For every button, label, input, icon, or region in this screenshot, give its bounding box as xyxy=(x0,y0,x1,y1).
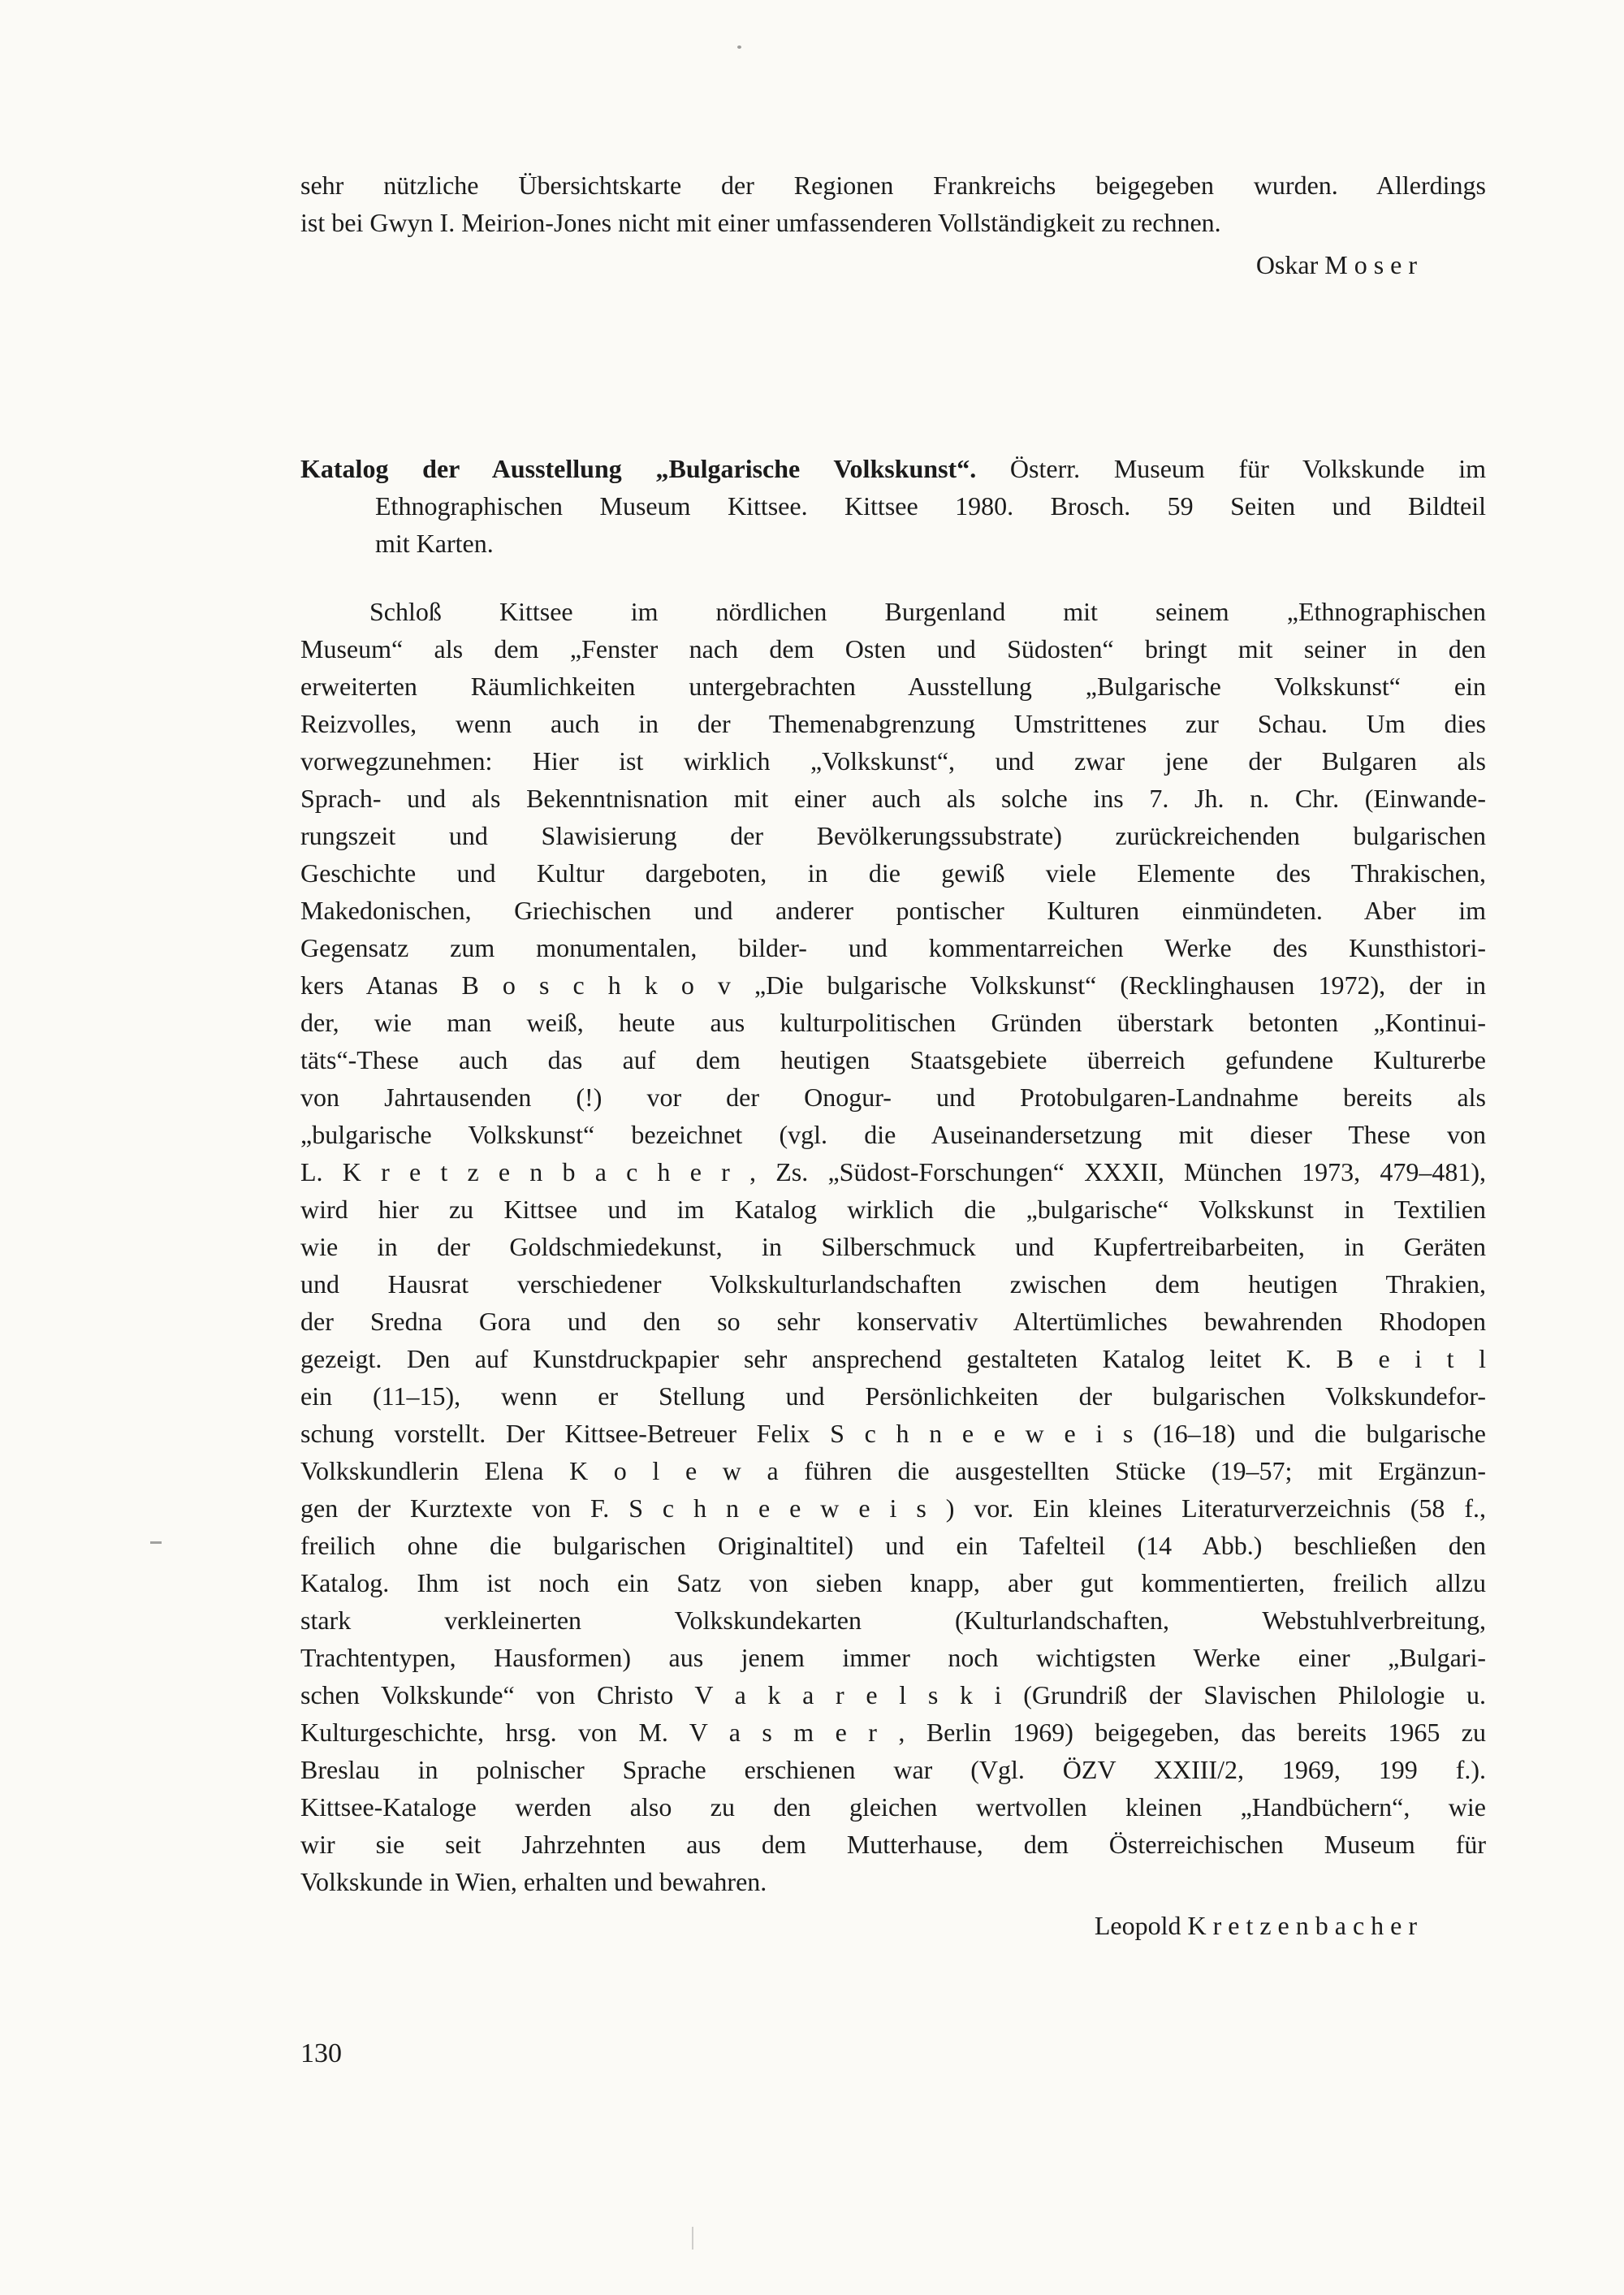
text-line: freilich ohne die bulgarischen Originaltitel) und ein Tafelteil (14 Abb.) beschließen den xyxy=(300,1531,1486,1560)
text-line: Trachtentypen, Hausformen) aus jenem immer noch wichtigsten Werke einer „Bulgari- xyxy=(300,1643,1486,1672)
text-line: sehr nützliche Übersichtskarte der Regionen Frankreichs beigegeben wurden. Allerdings xyxy=(300,171,1486,200)
text-line: ein (11–15), wenn er Stellung und Persönlichkeiten der bulgarischen Volkskundefor- xyxy=(300,1381,1486,1411)
text-line: stark verkleinerten Volkskundekarten (Kulturlandschaften, Webstuhlverbreitung, xyxy=(300,1606,1486,1635)
catalog-review-heading xyxy=(300,450,1486,562)
catalog-title-bold: Katalog der Ausstellung „Bulgarische Volkskunst“. xyxy=(300,454,977,483)
text-line: vorwegzunehmen: Hier ist wirklich „Volkskunst“, und zwar jene der Bulgaren als xyxy=(300,746,1486,776)
review-body-paragraph xyxy=(300,593,1486,1900)
text-line: der Sredna Gora und den so sehr konservativ Altertümliches bewahrenden Rhodopen xyxy=(300,1307,1486,1336)
text-line: kers Atanas B o s c h k o v „Die bulgarische Volkskunst“ (Recklinghausen 1972), der in xyxy=(300,970,1486,1000)
text-line: und Hausrat verschiedener Volkskulturlandschaften zwischen dem heutigen Thrakien, xyxy=(300,1269,1486,1299)
text-line: Geschichte und Kultur dargeboten, in die gewiß viele Elemente des Thrakischen, xyxy=(300,858,1486,888)
text-line: mit Karten. xyxy=(375,529,494,558)
text-line: Breslau in polnischer Sprache erschienen war (Vgl. ÖZV XXIII/2, 1969, 199 f.). xyxy=(300,1755,1486,1784)
text-line: von Jahrtausenden (!) vor der Onogur- und Protobulgaren-Landnahme bereits als xyxy=(300,1083,1486,1112)
text-line: rungszeit und Slawisierung der Bevölkerungssubstrate) zurückreichenden bulgarischen xyxy=(300,821,1486,850)
previous-review-closing-paragraph xyxy=(300,166,1486,241)
text-line: wir sie seit Jahrzehnten aus dem Mutterhause, dem Österreichischen Museum für xyxy=(300,1830,1486,1859)
heading-rest-text: Österr. Museum für Volkskunde im xyxy=(976,454,1487,483)
review-author-signature xyxy=(300,1907,1486,1944)
text-line: gen der Kurztexte von F. S c h n e e w e i s ) vor. Ein kleines Literaturverzeichnis (58 f., xyxy=(300,1493,1486,1523)
scan-artifact-speck xyxy=(737,45,741,49)
reviewer-given-name: Oskar xyxy=(1255,250,1319,279)
scan-artifact-dash xyxy=(150,1541,162,1544)
reviewer-surname-spaced: M o s e r xyxy=(1324,250,1417,279)
text-line: Schloß Kittsee im nördlichen Burgenland mit seinem „Ethnographischen xyxy=(369,597,1486,626)
page-number: 130 xyxy=(300,2038,342,2068)
author-given-name: Leopold xyxy=(1094,1911,1181,1940)
text-line: wie in der Goldschmiedekunst, in Silberschmuck und Kupfertreibarbeiten, in Geräten xyxy=(300,1232,1486,1261)
text-line: schung vorstellt. Der Kittsee-Betreuer Felix S c h n e e w e i s (16–18) und die bulgarische xyxy=(300,1419,1486,1448)
text-line: Ethnographischen Museum Kittsee. Kittsee 1980. Brosch. 59 Seiten und Bildteil xyxy=(375,491,1486,521)
text-line: Makedonischen, Griechischen und anderer pontischer Kulturen einmündeten. Aber im xyxy=(300,896,1486,925)
text-line: der, wie man weiß, heute aus kulturpolitischen Gründen überstark betonten „Kontinui- xyxy=(300,1008,1486,1037)
text-line: Volkskundlerin Elena K o l e w a führen die ausgestellten Stücke (19–57; mit Ergänzun- xyxy=(300,1456,1486,1485)
text-line: Gegensatz zum monumentalen, bilder- und kommentarreichen Werke des Kunsthistori- xyxy=(300,933,1486,962)
text-line: Kulturgeschichte, hrsg. von M. V a s m e r , Berlin 1969) beigegeben, das bereits 1965 zu xyxy=(300,1718,1486,1747)
text-line: L. K r e t z e n b a c h e r , Zs. „Südost-Forschungen“ XXXII, München 1973, 479–481), xyxy=(300,1157,1486,1186)
previous-reviewer-signature xyxy=(300,246,1486,283)
text-line: gezeigt. Den auf Kunstdruckpapier sehr ansprechend gestalteten Katalog leitet K. B e i t l xyxy=(300,1344,1486,1373)
text-line: Kittsee-Kataloge werden also zu den gleichen wertvollen kleinen „Handbüchern“, wie xyxy=(300,1792,1486,1822)
author-surname-spaced: K r e t z e n b a c h e r xyxy=(1187,1911,1417,1940)
text-line: ist bei Gwyn I. Meirion-Jones nicht mit einer umfassenderen Vollständigkeit zu rechnen. xyxy=(300,208,1221,237)
text-line: Volkskunde in Wien, erhalten und bewahren. xyxy=(300,1867,767,1896)
text-line: Katalog. Ihm ist noch ein Satz von sieben knapp, aber gut kommentierten, freilich allzu xyxy=(300,1568,1486,1597)
text-line: täts“-These auch das auf dem heutigen Staatsgebiete überreich gefundene Kulturerbe xyxy=(300,1045,1486,1074)
text-line: Reizvolles, wenn auch in der Themenabgrenzung Umstrittenes zur Schau. Um dies xyxy=(300,709,1486,738)
heading-continuation-lines xyxy=(300,487,1486,562)
text-line: Sprach- und als Bekenntnisnation mit einer auch als solche ins 7. Jh. n. Chr. (Einwande- xyxy=(300,784,1486,813)
text-line: wird hier zu Kittsee und im Katalog wirklich die „bulgarische“ Volkskunst in Textilien xyxy=(300,1195,1486,1224)
page-content xyxy=(300,166,1486,2072)
scan-artifact-scratch xyxy=(692,2227,693,2250)
text-line: Museum“ als dem „Fenster nach dem Osten und Südosten“ bringt mit seiner in den xyxy=(300,634,1486,663)
text-line: erweiterten Räumlichkeiten untergebrachten Ausstellung „Bulgarische Volkskunst“ ein xyxy=(300,672,1486,701)
text-line: schen Volkskunde“ von Christo V a k a r e l s k i (Grundriß der Slavischen Philologie u. xyxy=(300,1680,1486,1709)
text-line: „bulgarische Volkskunst“ bezeichnet (vgl. die Auseinandersetzung mit dieser These von xyxy=(300,1120,1486,1149)
heading-first-line xyxy=(300,450,1486,487)
